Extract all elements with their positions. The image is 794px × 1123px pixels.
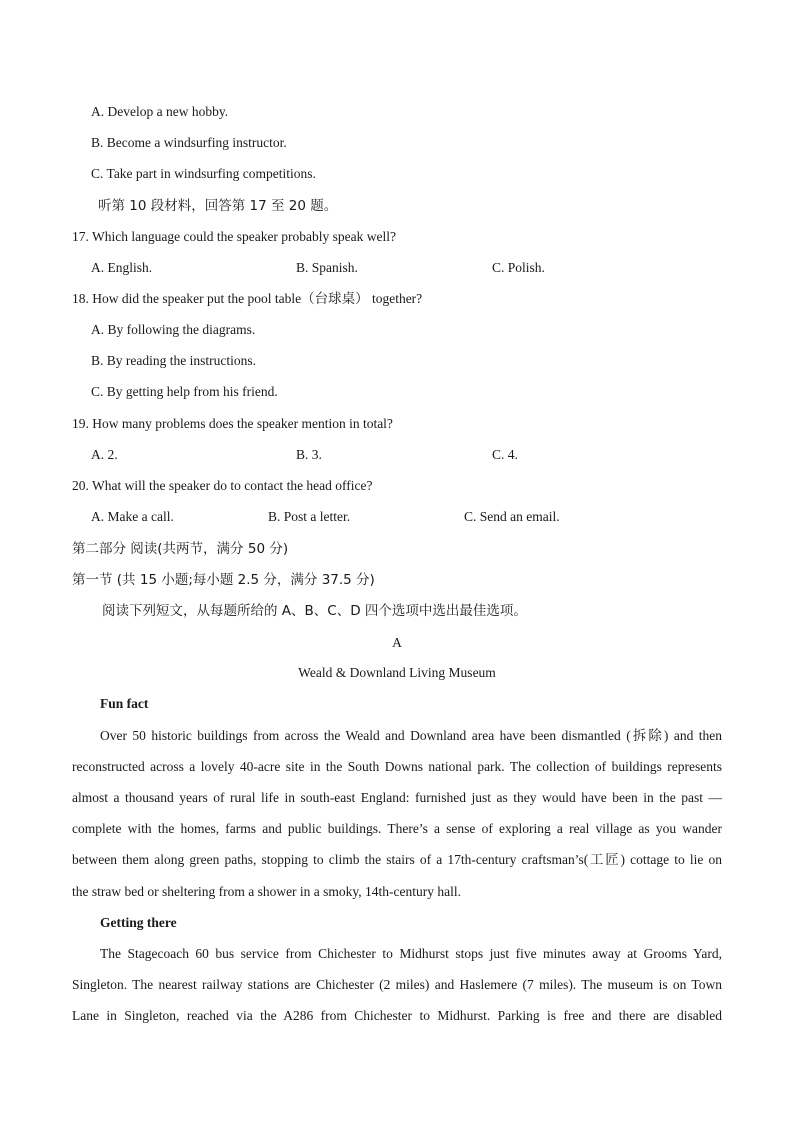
fun-fact-line: reconstructed across a lovely 40-acre site in the South Downs national park. The collection of buildings represents [72,759,722,774]
q20-option-b: B. Post a letter. [268,509,351,524]
q17-option-b: B. Spanish. [296,260,358,275]
getting-there-line: The Stagecoach 60 bus service from Chichester to Midhurst stops just five minutes away at Grooms Yard, [100,946,722,961]
q20-stem: 20. What will the speaker do to contact the head office? [72,478,373,493]
section10-intro: 听第 10 段材料，回答第 17 至 20 题。 [98,198,338,214]
fun-fact-heading: Fun fact [100,696,149,711]
part2-title: 第二部分 阅读(共两节，满分 50 分) [72,541,289,557]
q19-option-c: C. 4. [492,447,518,462]
q19-stem: 19. How many problems does the speaker mention in total? [72,416,393,431]
fun-fact-line: the straw bed or sheltering from a shower in a smoky, 14th-century hall. [72,884,462,899]
q16-option-c: C. Take part in windsurfing competitions. [91,166,316,181]
q16-option-b: B. Become a windsurfing instructor. [91,135,287,150]
fun-fact-line: almost a thousand years of rural life in south-east England: furnished just as they would have been in the past — [72,790,722,805]
getting-there-line: Lane in Singleton, reached via the A286 from Chichester to Midhurst. Parking is free and there are disabled [72,1008,722,1023]
q18-option-a: A. By following the diagrams. [91,322,256,337]
q18-option-b: B. By reading the instructions. [91,353,256,368]
fun-fact-line: between them along green paths, stopping to climb the stairs of a 17th-century craftsman’s(工匠) cottage to lie on [72,852,722,867]
fun-fact-line: complete with the homes, farms and public buildings. There’s a sense of exploring a real village as you wander [72,821,722,836]
fun-fact-line: Over 50 historic buildings from across the Weald and Downland area have been dismantled (拆除) and then [100,728,722,743]
getting-there-line: Singleton. The nearest railway stations are Chichester (2 miles) and Haslemere (7 miles). The museum is on Town [72,977,722,992]
q20-option-a: A. Make a call. [91,509,174,524]
q19-option-a: A. 2. [91,447,118,462]
q17-stem: 17. Which language could the speaker probably speak well? [72,229,397,244]
q19-option-b: B. 3. [296,447,322,462]
q20-option-c: C. Send an email. [464,509,560,524]
part2-instruction: 阅读下列短文，从每题所给的 A、B、C、D 四个选项中选出最佳选项。 [102,603,527,619]
q17-option-a: A. English. [91,260,153,275]
q17-option-c: C. Polish. [492,260,545,275]
q18-stem: 18. How did the speaker put the pool table（台球桌） together? [72,291,423,306]
passage-title: Weald & Downland Living Museum [298,665,496,680]
passage-letter: A [392,635,402,650]
q16-option-a: A. Develop a new hobby. [91,104,229,119]
part2-section1: 第一节 (共 15 小题;每小题 2.5 分，满分 37.5 分) [72,572,375,588]
q18-option-c: C. By getting help from his friend. [91,384,278,399]
getting-there-heading: Getting there [100,915,177,930]
